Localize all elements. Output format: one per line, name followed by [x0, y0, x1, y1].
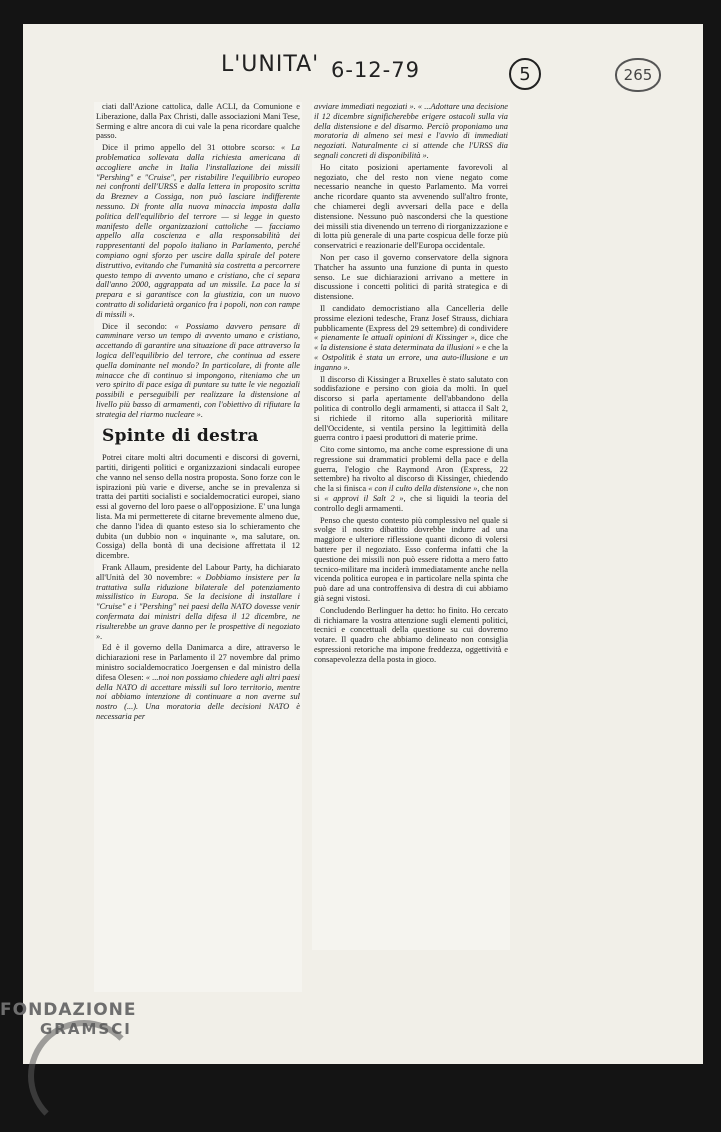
- watermark-line-1: FONDAZIONE: [0, 1000, 137, 1020]
- text-run: Cito come sintomo, ma anche come espressione di una regressione sui drammatici problemi della pace e della guerra, l'elogio che Raymond Aron (Express, 22 settembre) ha rivolto al discorso di Kissinger, chiedendo che la si finisca: [314, 445, 508, 494]
- quotation: « Dobbiamo insistere per la trattativa sulla riduzione bilaterale del potenziamento missilistico in Europa. Se la decisione di installare i "Cruise" e i "Pershing" nei paesi della NATO dovesse venir confermata dai ministri della difesa il 12 dicembre, ne risulterebbe un grave danno per le prospettive di negoziato ».: [96, 572, 300, 641]
- paragraph: [96, 322, 300, 420]
- quotation: « Ostpolitik è stata un errore, una auto-illusione e un inganno ».: [314, 352, 508, 372]
- paragraph: Ho citato posizioni apertamente favorevoli al negoziato, che del resto non viene negato come necessario neanche in questo Parlamento. Ma vorrei anche ricordare quanto sta avvenendo sull'altro fronte, che chiamerei degli avversari della pace e della distensione. Nessuno può nascondersi che la questione dei missili stia divenendo un terreno di riorganizzazione e di lotta più generale di una parte cospicua delle forze più conservatrici e reazionarie dell'Europa occidentale.: [314, 162, 508, 251]
- quotation: « Possiamo davvero pensare di camminare verso un tempo di avvento umano e cristiano, accettando di garantire una situazione di pace attraverso la logica dell'equilibrio del terrore, che continua ad essere quella dominante nel mondo? In particolare, di fronte alle minacce che di continuo si impongono, riteniamo che un vero spirito di pace esiga di puntare su tutte le vie negoziali possibili e perseguibili per realizzare la distensione al livello più basso di armamenti, con l'obiettivo di rifiutare la strategia del riarmo nucleare ».: [96, 321, 300, 419]
- paragraph: Concludendo Berlinguer ha detto: ho finito. Ho cercato di richiamare la vostra attenzione sugli elementi politici, tecnici e concettuali della questione su cui dovremo votare. Il quadro che abbiamo delineato non consiglia espressioni retoriche ma impone freddezza, oggettività e consapevolezza della posta in gioco.: [314, 605, 508, 664]
- quotation: avviare immediati negoziati ». « ...Adottare una decisione il 12 dicembre significherebbe erigere ostacoli sulla via della distensione e del disarmo. Perciò proponiamo una moratoria di almeno sei mesi e l'avvio di immediati negoziati. Naturalmente ci si attende che l'URSS dia segnali concreti di disponibilità ».: [314, 102, 508, 160]
- paragraph-intro: Frank Allaum, presidente del Labour Party, ha dichiarato all'Unità del 30 novembre:: [96, 563, 300, 582]
- paragraph: [314, 304, 508, 373]
- paragraph: Il discorso di Kissinger a Bruxelles è stato salutato con soddisfazione e persino con gioia da molti. In quel discorso si parla apertamente dell'abbandono della politica di controllo degli armamenti, si attacca il Salt 2, si richiede il ritorno alla superiorità militare dell'Occidente, si ventila persino la legittimità della guerra contro i paesi produttori di materie prime.: [314, 374, 508, 443]
- article-left-column-text: [94, 102, 302, 722]
- paragraph-intro: Dice il primo appello del 31 ottobre scorso:: [102, 143, 275, 153]
- clipping-left-column: [94, 102, 302, 992]
- watermark-line-2: GRAMSCI: [40, 1020, 132, 1038]
- text-run: , che non si: [314, 484, 509, 504]
- paragraph: Potrei citare molti altri documenti e discorsi di governi, partiti, dirigenti politici e organizzazioni sindacali europee che vanno nel senso della nostra proposta. Sono forze con le ispirazioni più varie e diverse, anche se in prevalenza si tratta dei partiti socialisti e socialdemocratici europei, siano essi al governo del loro paese o all'opposizione. E' una lunga lista. Ma mi permetterete di citarne brevemente almeno due, che danno l'idea di quanto esteso sia lo schieramento che dubita (un dubbio non « inquinante », ma salutare, on. Cossiga) della bontà di una decisione affrettata il 12 dicembre.: [96, 453, 300, 561]
- paragraph: [96, 643, 300, 721]
- paragraph: [96, 143, 300, 319]
- quotation: « approvi il Salt 2 »: [324, 494, 404, 504]
- circled-page-number: 5: [509, 58, 541, 90]
- paragraph-intro: Dice il secondo:: [102, 321, 167, 331]
- quotation: « con il culto della distensione »: [368, 484, 478, 494]
- quotation: « pienamente le attuali opinioni di Kissinger »: [314, 333, 475, 343]
- section-heading: Spinte di destra: [102, 425, 259, 446]
- paragraph: [96, 563, 300, 641]
- circled-archive-number: 265: [615, 58, 661, 92]
- text-run: , dice che: [474, 333, 508, 343]
- text-run: Il candidato democristiano alla Cancelleria delle prossime elezioni tedesche, Franz Josef Strauss, dichiara pubblicamente (Express del 29 settembre) di condividere: [314, 303, 508, 333]
- handwritten-newspaper-name: L'UNITA': [221, 52, 320, 77]
- paragraph-intro: Ed è il governo della Danimarca a dire, attraverso le dichiarazioni rese in Parlamento il 27 novembre dal primo ministro socialdemocratico Joergensen e dal ministro della difesa Olesen:: [96, 643, 300, 682]
- quotation: « ...noi non possiamo chiedere agli altri paesi della NATO di accettare missili sul loro territorio, mentre noi abbiamo intenzione di continuare a non averne sul nostro (...). Una moratoria delle decisioni NATO è necessaria per: [96, 672, 300, 722]
- paragraph: Non per caso il governo conservatore della signora Thatcher ha assunto una funzione di punta in questo senso. Le sue dichiarazioni arrivano a mettere in discussione i concetti politici di parità strategica e di distensione.: [314, 252, 508, 302]
- quotation: « la distensione è stata determinata da illusioni »: [314, 343, 481, 353]
- handwritten-date: 6-12-79: [331, 58, 420, 82]
- document-sheet: [23, 24, 703, 1064]
- text-run: , che si liquidi la teoria del controllo degli armamenti.: [314, 494, 509, 513]
- article-right-column-text: [312, 102, 510, 665]
- paragraph: [314, 445, 508, 514]
- paragraph: ciati dall'Azione cattolica, dalle ACLI, da Comunione e Liberazione, dalla Pax Christi, dalle associazioni Mani Tese, Serming e altre ancora di cui vale la pena ricordare qualche passo.: [96, 102, 300, 141]
- watermark-ring-icon: [28, 1020, 140, 1132]
- paragraph: Penso che questo contesto più complessivo nel quale si svolge il nostro dibattito dovrebbe indurre ad una maggiore e ulteriore riflessione quanti dicono di volersi battere per il negoziato. Esso conferma infatti che la questione dei missili non può essere ridotta a mero fatto tecnico-militare ma inciderà immediatamente anche nella vicenda politica europea e in particolare nella spinta che può dare ad una controffensiva di destra di cui abbiamo già segni vistosi.: [314, 515, 508, 604]
- text-run: e che la: [482, 343, 508, 353]
- quotation: « La problematica sollevata dalla richiesta americana di accogliere anche in Italia l'installazione dei missili "Pershing" e "Cruise", per ristabilire l'equilibrio europeo nei confronti dell'URSS e dalla lettera in proposito scritta da Breznev a Cossiga, non può lasciare indifferente nessuno. Di fronte alla nuova minaccia imposta dalla politica dell'equilibrio del terrore — si legge in questo manifesto delle organizzazioni cattoliche — facciamo appello alla coscienza e alla responsabilità dei rappresentanti del popolo italiano in Parlamento, perché compiano ogni sforzo per uscire dalla spirale del potere distruttivo, evitando che l'umanità sia costretta a percorrere questo tempo di avvento umano e cristiano, che ci separa dall'anno 2000, aggrappata ad un missile. La pace la si prepara e si garantisce con la giustizia, con un nuovo contratto di solidarietà organico fra i popoli, non con rampe di missili ».: [96, 143, 300, 319]
- clipping-right-column: [312, 102, 510, 950]
